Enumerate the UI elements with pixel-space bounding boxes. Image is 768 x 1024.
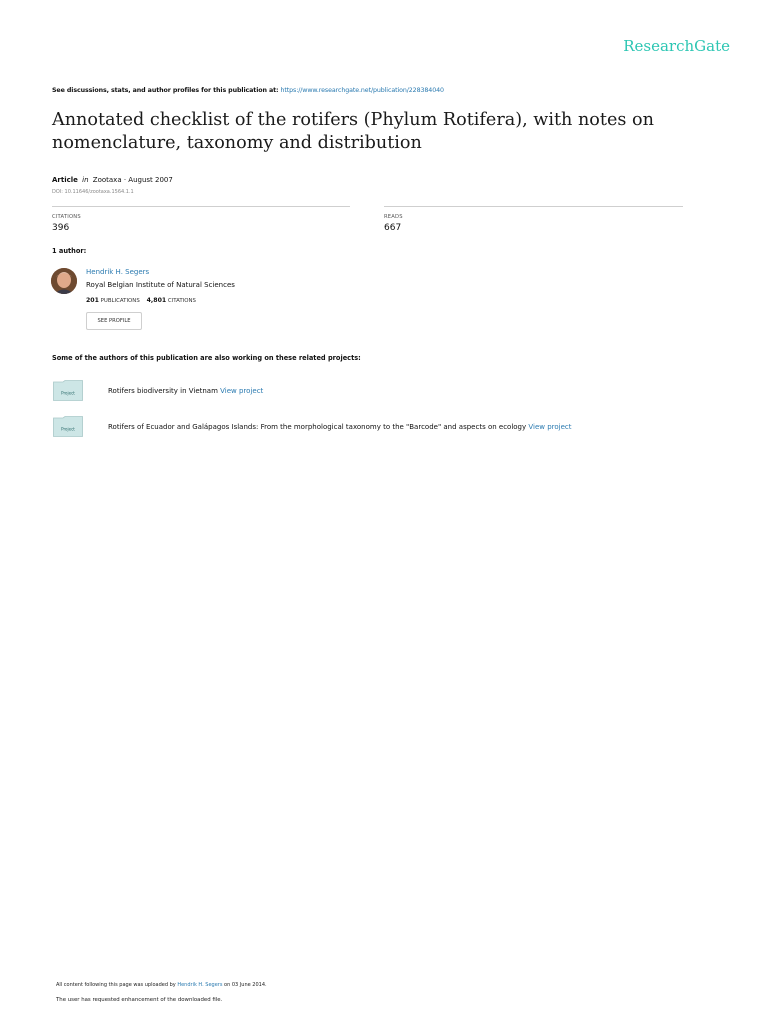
project-item: [108, 387, 263, 395]
author-citations-count: 4,801: [146, 297, 167, 304]
project-folder-icon[interactable]: [53, 416, 83, 437]
author-publications-count: 201: [86, 297, 99, 304]
author-citations-label: CITATIONS: [167, 298, 196, 304]
authors-heading: 1 author:: [52, 247, 87, 255]
citations-value: 396: [52, 223, 70, 233]
author-avatar[interactable]: [51, 268, 77, 294]
upload-note: [56, 982, 267, 988]
upload-suffix: on 03 June 2014.: [224, 982, 267, 988]
researchgate-logo[interactable]: ResearchGate: [623, 37, 730, 55]
article-type: Article: [52, 176, 78, 184]
author-institution: Royal Belgian Institute of Natural Sciences: [86, 281, 235, 289]
project-icon-label: Project: [61, 390, 75, 396]
view-project-link[interactable]: View project: [528, 423, 572, 431]
reads-label: READS: [384, 214, 403, 220]
publication-title: Annotated checklist of the rotifers (Phylum Rotifera), with notes on nomenclature, taxonomy and distribution: [52, 110, 654, 153]
author-stats: [86, 297, 196, 304]
article-in: in: [82, 176, 89, 184]
project-icon-label: Project: [61, 426, 75, 432]
author-publications-label: PUBLICATIONS: [100, 298, 140, 304]
uploader-link[interactable]: Hendrik H. Segers: [177, 982, 223, 988]
author-name-link[interactable]: Hendrik H. Segers: [86, 268, 150, 276]
project-folder-icon[interactable]: [53, 380, 83, 401]
reads-value: 667: [384, 223, 402, 233]
project-title: Rotifers of Ecuador and Galápagos Islands: From the morphological taxonomy to the "Barcode" and aspects on ecology: [108, 423, 527, 431]
related-projects-heading: Some of the authors of this publication are also working on these related projects:: [52, 354, 361, 362]
see-profile-button[interactable]: SEE PROFILE: [86, 312, 142, 330]
citations-label: CITATIONS: [52, 214, 81, 220]
doi: DOI: 10.11646/zootaxa.1564.1.1: [52, 189, 134, 195]
project-title: Rotifers biodiversity in Vietnam: [108, 387, 218, 395]
discussion-prefix: See discussions, stats, and author profiles for this publication at:: [52, 87, 279, 94]
view-project-link[interactable]: View project: [220, 387, 264, 395]
project-item: [108, 423, 572, 431]
article-meta: [52, 176, 173, 184]
publication-url-link[interactable]: https://www.researchgate.net/publication/228384040: [280, 87, 444, 94]
discussion-line: [52, 87, 444, 94]
upload-prefix: All content following this page was uploaded by: [56, 982, 176, 988]
journal-date: Zootaxa · August 2007: [92, 176, 173, 184]
enhancement-note: The user has requested enhancement of the downloaded file.: [56, 997, 223, 1003]
citations-divider: [52, 206, 350, 207]
reads-divider: [384, 206, 683, 207]
